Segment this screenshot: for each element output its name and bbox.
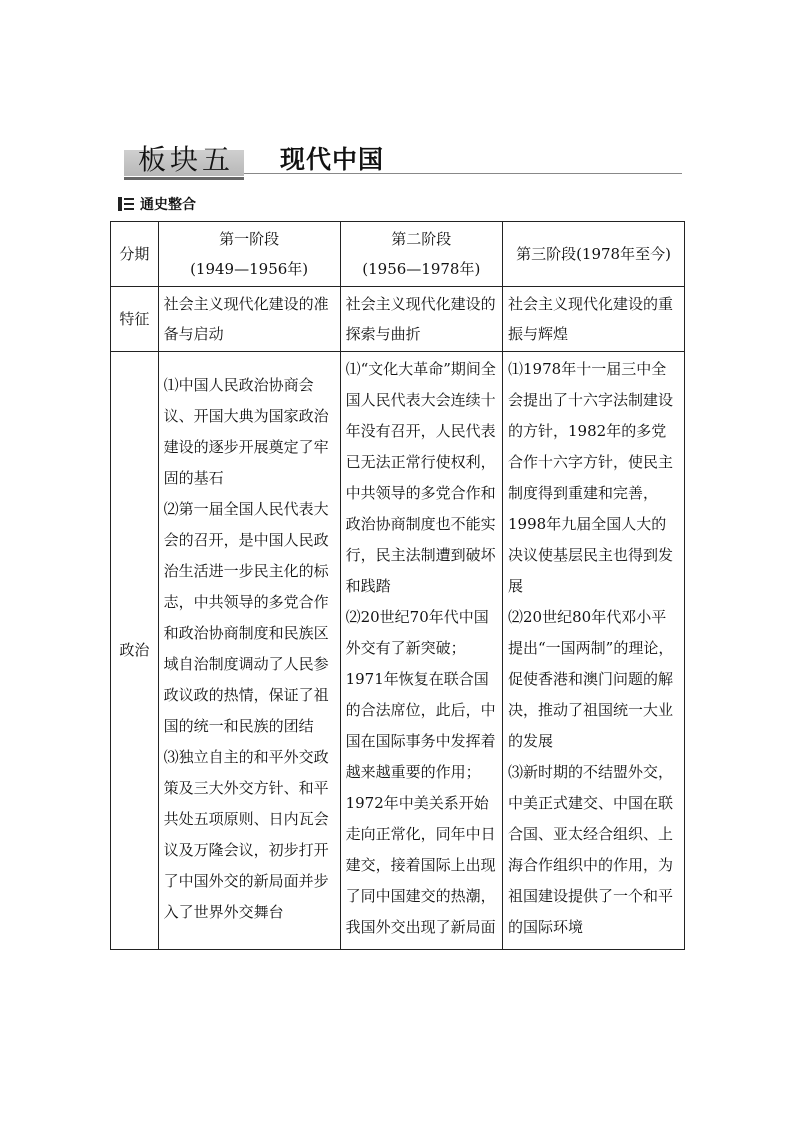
list-icon xyxy=(118,197,134,211)
politics-stage1-item: ⑵第一届全国人民代表大会的召开，是中国人民政治生活进一步民主化的标志，中共领导的多党合作和政治协商制度和民族区域自治制度调动了人民参政议政的热情，保证了祖国的统一和民族的团结 xyxy=(163,499,329,735)
feature-stage1: 社会主义现代化建设的准备与启动 xyxy=(158,287,340,352)
page-title: 现代中国 xyxy=(280,145,385,174)
header-stage2 xyxy=(340,222,502,287)
politics-stage2 xyxy=(340,352,502,950)
stage1-name: 第一阶段 xyxy=(219,230,280,248)
politics-stage3-item: ⑶新时期的不结盟外交，中美正式建交、中国在联合国、亚太经合组织、上海合作组织中的作用，为祖国建设提供了一个和平的国际环境 xyxy=(508,763,674,936)
board-label: 板块五 xyxy=(138,143,235,176)
politics-stage3 xyxy=(503,352,685,950)
header-stage3: 第三阶段(1978年至今) xyxy=(503,222,685,287)
politics-stage2-item: ⑵20世纪70年代中国外交有了新突破；1971年恢复在联合国的合法席位，此后，中国在国际事务中发挥着越来越重要的作用；1972年中美关系开始走向正常化，同年中日建交，接着国际上出现了同中国建交的热潮，我国外交出现了新局面 xyxy=(345,608,496,936)
stage2-years: (1956—1978年) xyxy=(362,260,481,278)
politics-label: 政治 xyxy=(111,352,159,950)
feature-label: 特征 xyxy=(111,287,159,352)
page-header xyxy=(112,140,682,184)
feature-stage3: 社会主义现代化建设的重振与辉煌 xyxy=(503,287,685,352)
section-heading xyxy=(118,194,196,214)
feature-stage2: 社会主义现代化建设的探索与曲折 xyxy=(340,287,502,352)
politics-stage1-item: ⑴中国人民政治协商会议、开国大典为国家政治建设的逐步开展奠定了牢固的基石 xyxy=(163,375,329,487)
history-table xyxy=(110,221,685,950)
table-row-feature xyxy=(111,287,685,352)
section-title: 通史整合 xyxy=(140,197,196,213)
table-row-politics xyxy=(111,352,685,950)
politics-stage2-item: ⑴“文化大革命”期间全国人民代表大会连续十年没有召开，人民代表已无法正常行使权利，中共领导的多党合作和政治协商制度也不能实行，民主法制遭到破坏和践踏 xyxy=(345,360,496,595)
politics-stage1-item: ⑶独立自主的和平外交政策及三大外交方针、和平共处五项原则、日内瓦会议及万隆会议，初步打开了中国外交的新局面并步入了世界外交舞台 xyxy=(163,747,329,921)
politics-stage3-item: ⑴1978年十一届三中全会提出了十六字法制建设的方针，1982年的多党合作十六字方针，使民主制度得到重建和完善，1998年九届全国人大的决议使基层民主也得到发展 xyxy=(508,360,674,595)
stage2-name: 第二阶段 xyxy=(391,230,452,248)
header-period: 分期 xyxy=(111,222,159,287)
politics-stage3-item: ⑵20世纪80年代邓小平提出“一国两制”的理论，促使香港和澳门问题的解决，推动了祖国统一大业的发展 xyxy=(508,608,674,750)
table-header-row xyxy=(111,222,685,287)
header-stage1 xyxy=(158,222,340,287)
politics-stage1 xyxy=(158,352,340,950)
stage1-years: (1949—1956年) xyxy=(190,260,309,278)
